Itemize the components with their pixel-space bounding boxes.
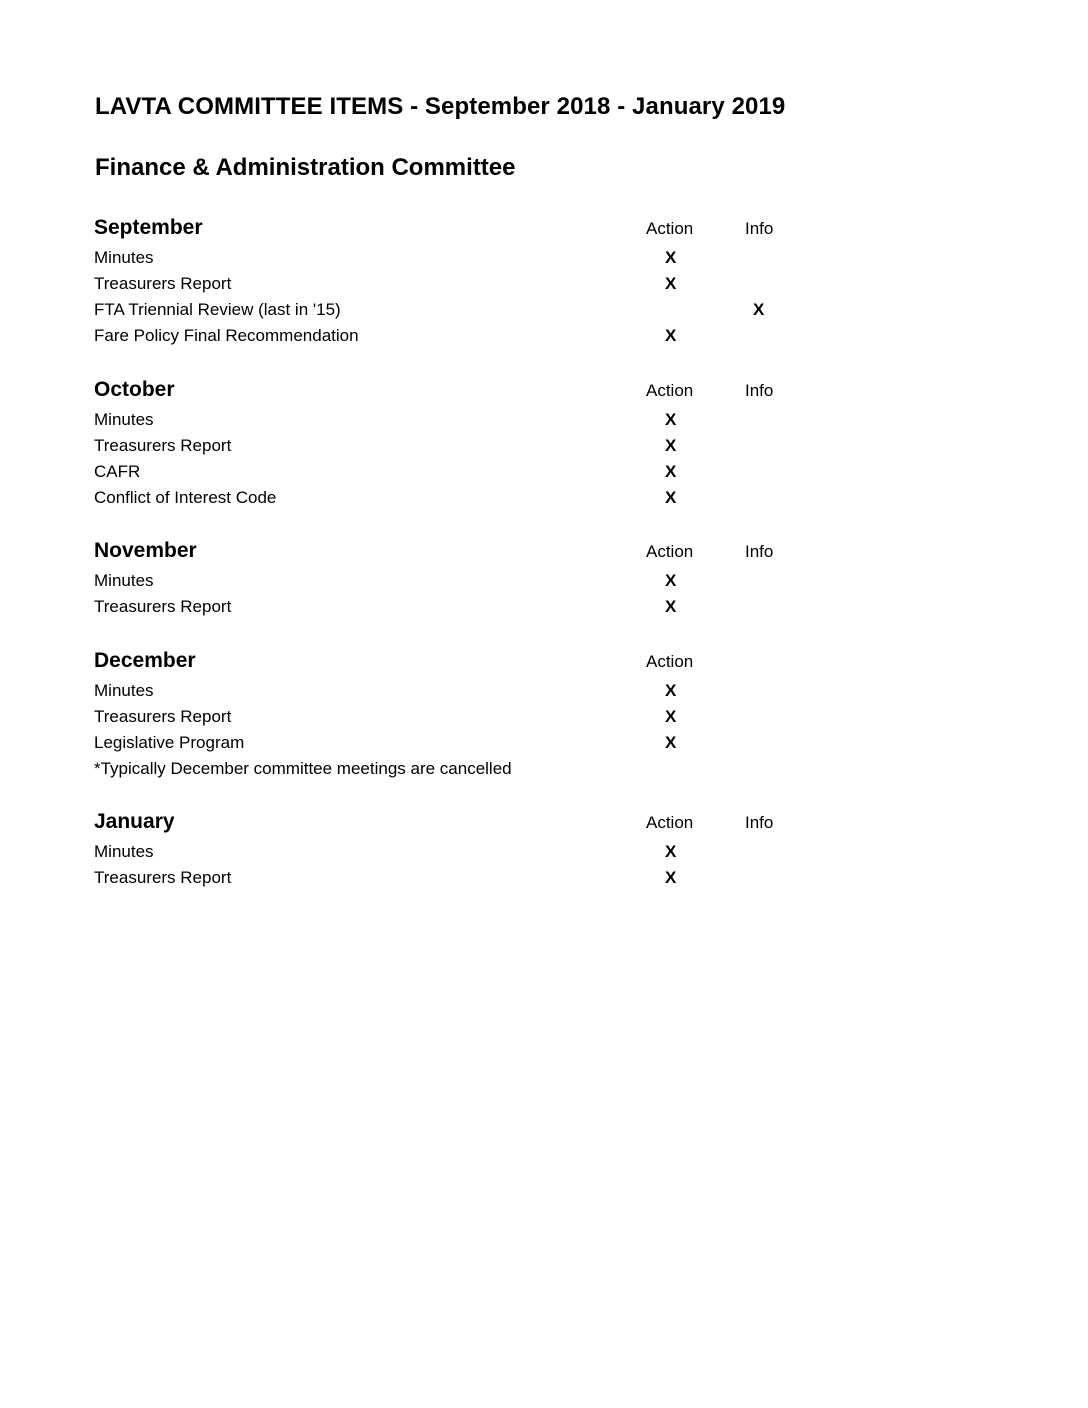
- agenda-item-label: Treasurers Report: [94, 707, 232, 726]
- agenda-item: [94, 705, 814, 731]
- action-mark: X: [665, 248, 677, 267]
- committee-name: Finance & Administration Committee: [95, 154, 516, 181]
- section-header: [94, 649, 814, 679]
- agenda-item-label: Legislative Program: [94, 733, 245, 752]
- agenda-item-label: Minutes: [94, 842, 154, 861]
- action-column-header: Action: [646, 219, 694, 238]
- agenda-item: [94, 866, 814, 892]
- agenda-item: [94, 840, 814, 866]
- agenda-item-label: Minutes: [94, 410, 154, 429]
- action-mark: X: [665, 707, 677, 726]
- action-mark: X: [665, 571, 677, 590]
- month-heading: November: [94, 539, 197, 562]
- agenda-item: [94, 460, 814, 486]
- section-header: [94, 539, 814, 569]
- month-heading: September: [94, 216, 203, 239]
- action-mark: X: [665, 410, 677, 429]
- action-mark: X: [665, 462, 677, 481]
- agenda-item: [94, 408, 814, 434]
- agenda-item: [94, 434, 814, 460]
- agenda-item-label: FTA Triennial Review (last in '15): [94, 300, 341, 319]
- month-section-november: [94, 539, 814, 621]
- agenda-item: [94, 486, 814, 512]
- action-column-header: Action: [646, 652, 694, 671]
- month-heading: January: [94, 810, 175, 833]
- month-section-october: [94, 378, 814, 512]
- action-mark: X: [665, 733, 677, 752]
- agenda-item-label: Minutes: [94, 248, 154, 267]
- info-column-header: Info: [745, 219, 774, 238]
- action-mark: X: [665, 597, 677, 616]
- section-header: [94, 810, 814, 840]
- document-title: LAVTA COMMITTEE ITEMS - September 2018 - January 2019: [95, 93, 786, 120]
- section-header: [94, 378, 814, 408]
- action-column-header: Action: [646, 381, 694, 400]
- month-section-september: [94, 216, 814, 350]
- info-column-header: Info: [745, 381, 774, 400]
- agenda-item: [94, 595, 814, 621]
- action-mark: X: [665, 326, 677, 345]
- action-column-header: Action: [646, 542, 694, 561]
- agenda-item-label: Minutes: [94, 571, 154, 590]
- action-mark: X: [665, 842, 677, 861]
- month-heading: December: [94, 649, 196, 672]
- month-heading: October: [94, 378, 175, 401]
- agenda-item: [94, 731, 814, 757]
- agenda-item-label: Treasurers Report: [94, 597, 232, 616]
- agenda-item-label: Conflict of Interest Code: [94, 488, 277, 507]
- info-mark: X: [753, 300, 765, 319]
- agenda-item-label: Treasurers Report: [94, 274, 232, 293]
- info-column-header: Info: [745, 542, 774, 561]
- agenda-item: [94, 272, 814, 298]
- month-section-december: [94, 649, 814, 783]
- section-header: [94, 216, 814, 246]
- section-note: [94, 757, 814, 783]
- action-column-header: Action: [646, 813, 694, 832]
- note-text: *Typically December committee meetings are cancelled: [94, 759, 512, 778]
- action-mark: X: [665, 681, 677, 700]
- action-mark: X: [665, 868, 677, 887]
- action-mark: X: [665, 436, 677, 455]
- agenda-item-label: Treasurers Report: [94, 436, 232, 455]
- month-section-january: [94, 810, 814, 892]
- info-column-header: Info: [745, 813, 774, 832]
- agenda-item: [94, 569, 814, 595]
- agenda-item-label: Minutes: [94, 681, 154, 700]
- agenda-item-label: CAFR: [94, 462, 141, 481]
- agenda-item: [94, 298, 814, 324]
- agenda-item-label: Treasurers Report: [94, 868, 232, 887]
- agenda-item: [94, 679, 814, 705]
- agenda-item: [94, 324, 814, 350]
- action-mark: X: [665, 274, 677, 293]
- agenda-item: [94, 246, 814, 272]
- agenda-item-label: Fare Policy Final Recommendation: [94, 326, 359, 345]
- action-mark: X: [665, 488, 677, 507]
